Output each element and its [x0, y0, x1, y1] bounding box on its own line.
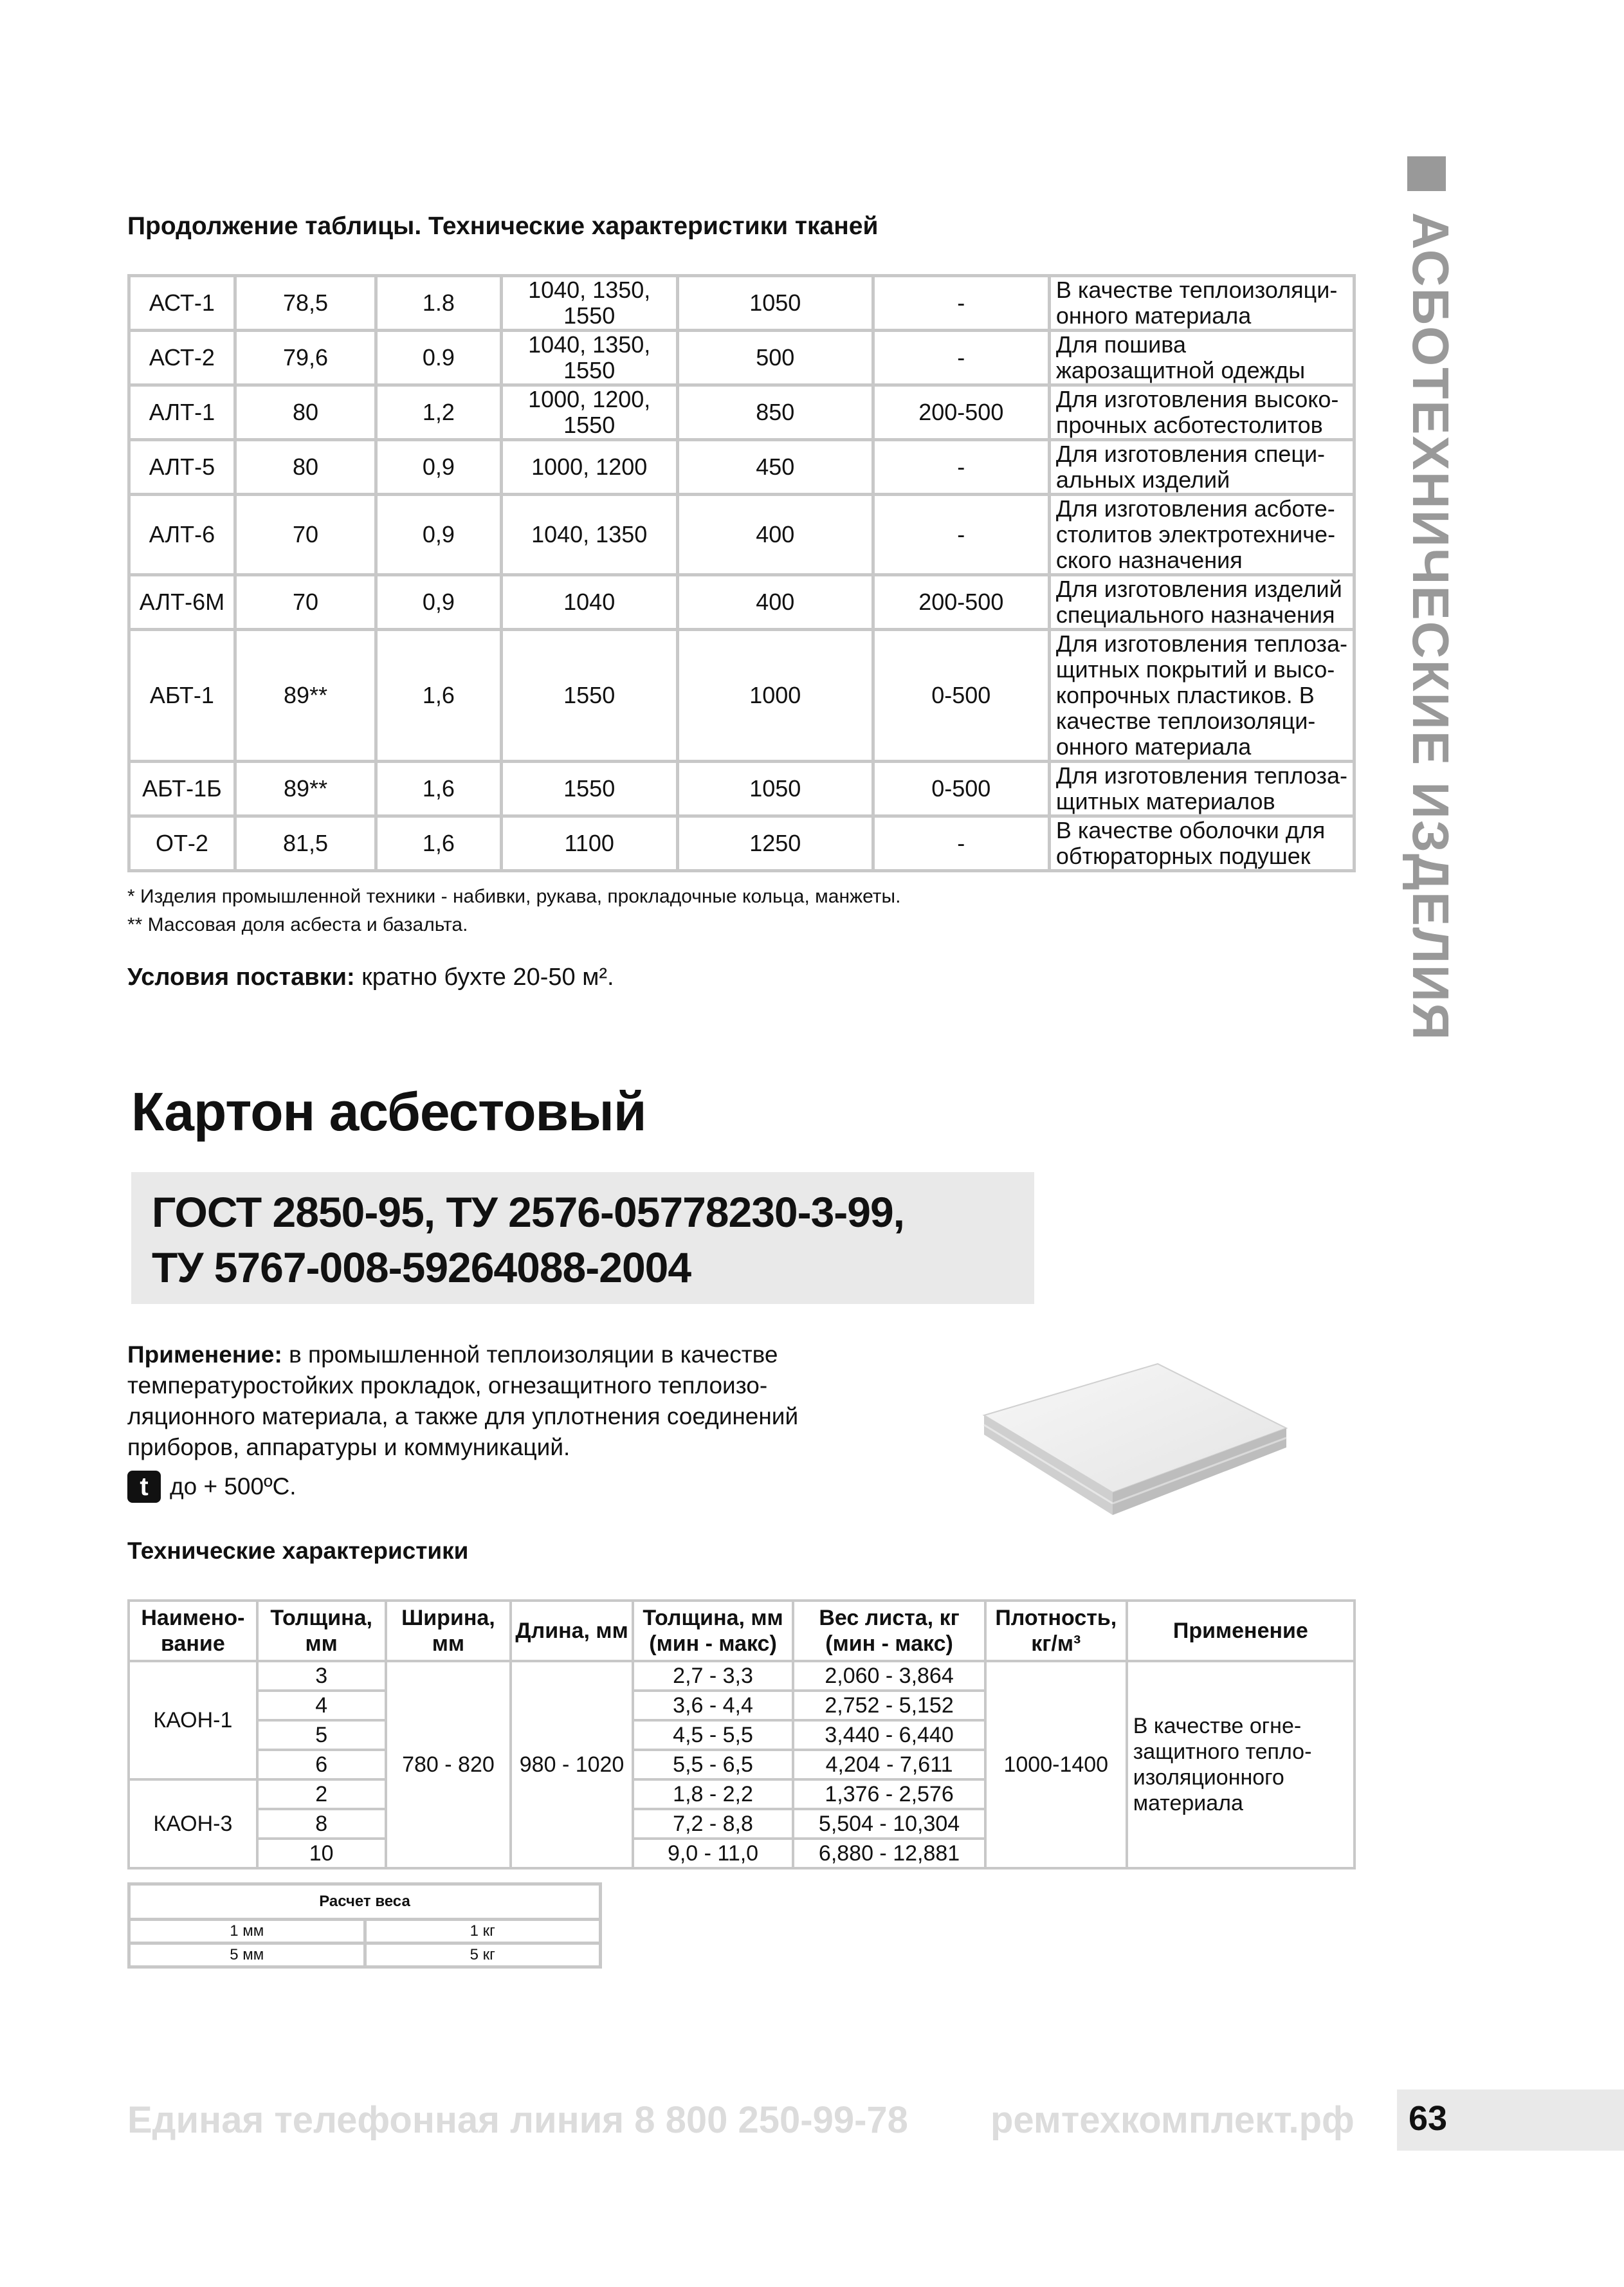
cell: 6: [257, 1750, 386, 1779]
cell: 89**: [235, 630, 376, 762]
table-row: [129, 1661, 1355, 1691]
header-cell: Плотность, кг/м³: [985, 1601, 1127, 1661]
table-row: [129, 495, 1355, 575]
cell: -: [873, 331, 1049, 385]
cell: 7,2 - 8,8: [633, 1809, 793, 1839]
cell: 1.8: [376, 276, 501, 331]
header-cell: Наимено-вание: [129, 1601, 257, 1661]
cell: 1,6: [376, 630, 501, 762]
table-row: [129, 630, 1355, 762]
table-row: [129, 385, 1355, 440]
cell: -: [873, 495, 1049, 575]
header-cell: Длина, мм: [511, 1601, 633, 1661]
cell: АБТ-1: [129, 630, 235, 762]
usage-paragraph: [127, 1339, 854, 1463]
footnote-2: ** Массовая доля асбеста и базальта.: [127, 914, 468, 935]
table-header-row: [129, 1601, 1355, 1661]
table-row: [129, 762, 1355, 816]
cell: АЛТ-5: [129, 440, 235, 495]
cell: 1100: [501, 816, 677, 871]
standards-line-1: ГОСТ 2850-95, ТУ 2576-05778230-3-99,: [152, 1188, 905, 1236]
temperature-icon: t: [127, 1471, 161, 1503]
cell: 2,752 - 5,152: [793, 1691, 985, 1720]
cell: 500: [677, 331, 873, 385]
cell: АЛТ-1: [129, 385, 235, 440]
cell: 1550: [501, 630, 677, 762]
header-cell: Толщина, мм (мин - макс): [633, 1601, 793, 1661]
product-title: Картон асбестовый: [131, 1081, 646, 1142]
cell: 3,6 - 4,4: [633, 1691, 793, 1720]
table-row: [129, 1920, 601, 1943]
cell: 1 мм: [129, 1920, 365, 1943]
section-marker: [1407, 156, 1446, 191]
page-number: 63: [1409, 2099, 1448, 2138]
cell: 0-500: [873, 630, 1049, 762]
cell: 3,440 - 6,440: [793, 1720, 985, 1750]
cell: 1040, 1350: [501, 495, 677, 575]
cell: 780 - 820: [386, 1661, 511, 1868]
cell: АЛТ-6: [129, 495, 235, 575]
standards-box: [131, 1172, 1034, 1304]
cell: 2: [257, 1779, 386, 1809]
cell: -: [873, 276, 1049, 331]
table-row: [129, 575, 1355, 630]
cell: 5,504 - 10,304: [793, 1809, 985, 1839]
cell: 89**: [235, 762, 376, 816]
cell: Для изготовления теплоза-щитных материалов: [1049, 762, 1354, 816]
table-row: [129, 440, 1355, 495]
cell: 70: [235, 495, 376, 575]
cell: -: [873, 816, 1049, 871]
tech-specs-caption: Технические характеристики: [127, 1538, 469, 1564]
cell: 4: [257, 1691, 386, 1720]
cell: 1,6: [376, 816, 501, 871]
header-cell: Толщина, мм: [257, 1601, 386, 1661]
footer-phone: Единая телефонная линия 8 800 250-99-78: [127, 2099, 908, 2141]
cell: 1000, 1200, 1550: [501, 385, 677, 440]
cell: 5 мм: [129, 1943, 365, 1967]
cell: 2,7 - 3,3: [633, 1661, 793, 1691]
cell: 1000-1400: [985, 1661, 1127, 1868]
cell: 400: [677, 575, 873, 630]
cell: 5 кг: [365, 1943, 600, 1967]
cell: 1250: [677, 816, 873, 871]
cell: 9,0 - 11,0: [633, 1839, 793, 1868]
cell: 400: [677, 495, 873, 575]
temperature-line: [127, 1471, 297, 1503]
cell: ОТ-2: [129, 816, 235, 871]
cell: АСТ-2: [129, 331, 235, 385]
cardboard-sheet-photo: [965, 1338, 1299, 1531]
fabric-specs-table: [127, 274, 1356, 872]
cell: КАОН-1: [129, 1661, 257, 1779]
cell: -: [873, 440, 1049, 495]
cell: 78,5: [235, 276, 376, 331]
cell: 980 - 1020: [511, 1661, 633, 1868]
delivery-text: кратно бухте 20-50 м².: [354, 964, 614, 991]
cell: АСТ-1: [129, 276, 235, 331]
cell: 70: [235, 575, 376, 630]
cell: В качестве теплоизоляци-онного материала: [1049, 276, 1354, 331]
cell: 8: [257, 1809, 386, 1839]
cell: 2,060 - 3,864: [793, 1661, 985, 1691]
cell: 80: [235, 440, 376, 495]
cell: 0.9: [376, 331, 501, 385]
cell: 0-500: [873, 762, 1049, 816]
cell: КАОН-3: [129, 1779, 257, 1868]
cell: 850: [677, 385, 873, 440]
cell: АЛТ-6М: [129, 575, 235, 630]
cell: 0,9: [376, 495, 501, 575]
cell: 0,9: [376, 440, 501, 495]
cell: 1000, 1200: [501, 440, 677, 495]
cell: 4,5 - 5,5: [633, 1720, 793, 1750]
cell: 5,5 - 6,5: [633, 1750, 793, 1779]
delivery-terms: [127, 964, 614, 991]
cell: 0,9: [376, 575, 501, 630]
cell: 5: [257, 1720, 386, 1750]
cell: 1550: [501, 762, 677, 816]
cell: Для изготовления асботе-столитов электротехниче-ского назначения: [1049, 495, 1354, 575]
cell: 1040, 1350, 1550: [501, 331, 677, 385]
cell: 1040: [501, 575, 677, 630]
section-side-title: АСБОТЕХНИЧЕСКИЕ ИЗДЕЛИЯ: [1402, 212, 1459, 1042]
table-caption: Продолжение таблицы. Технические характеристики тканей: [127, 212, 879, 240]
delivery-label: Условия поставки:: [127, 964, 355, 991]
footer-website: ремтехкомплект.рф: [990, 2099, 1355, 2141]
cell: 79,6: [235, 331, 376, 385]
table-header-row: [129, 1884, 601, 1920]
cell: 1000: [677, 630, 873, 762]
cell: Для изготовления высоко-прочных асботестолитов: [1049, 385, 1354, 440]
cell: Для изготовления изделий специального назначения: [1049, 575, 1354, 630]
table-row: [129, 331, 1355, 385]
cell: 450: [677, 440, 873, 495]
cell: 1040, 1350, 1550: [501, 276, 677, 331]
usage-label: Применение:: [127, 1341, 282, 1368]
standards-line-2: ТУ 5767-008-59264088-2004: [152, 1244, 691, 1291]
cell: 1050: [677, 762, 873, 816]
cell: В качестве оболочки для обтюраторных подушек: [1049, 816, 1354, 871]
usage-text: в промышленной теплоизоляции в качестве температуростойких прокладок, огнезащитного теплоизо-ляционного материала, а также для уплотнения соединений приборов, аппаратуры и коммуникаций.: [127, 1341, 799, 1460]
cell: 1,6: [376, 762, 501, 816]
table-row: [129, 816, 1355, 871]
temperature-text: до + 500ºС.: [170, 1473, 297, 1500]
tech-specs-table: [127, 1599, 1356, 1869]
header-cell: Применение: [1127, 1601, 1355, 1661]
cell: Для пошива жарозащитной одежды: [1049, 331, 1354, 385]
cell: 10: [257, 1839, 386, 1868]
table-row: [129, 1943, 601, 1967]
cell: 1,376 - 2,576: [793, 1779, 985, 1809]
cell: 200-500: [873, 385, 1049, 440]
cell: 4,204 - 7,611: [793, 1750, 985, 1779]
table-row: [129, 276, 1355, 331]
cell: 6,880 - 12,881: [793, 1839, 985, 1868]
cell: 81,5: [235, 816, 376, 871]
cell: 80: [235, 385, 376, 440]
cell: 1 кг: [365, 1920, 600, 1943]
cell: 1,8 - 2,2: [633, 1779, 793, 1809]
cell: 1050: [677, 276, 873, 331]
cell: АБТ-1Б: [129, 762, 235, 816]
footnote-1: * Изделия промышленной техники - набивки, рукава, прокладочные кольца, манжеты.: [127, 886, 901, 907]
weight-calc-table: [127, 1882, 602, 1969]
cell: Для изготовления специ-альных изделий: [1049, 440, 1354, 495]
cell: 200-500: [873, 575, 1049, 630]
header-cell: Вес листа, кг (мин - макс): [793, 1601, 985, 1661]
cell: 1,2: [376, 385, 501, 440]
header-cell: Расчет веса: [129, 1884, 601, 1920]
cell: 3: [257, 1661, 386, 1691]
header-cell: Ширина, мм: [386, 1601, 511, 1661]
footnotes: [127, 883, 900, 939]
cell: Для изготовления теплоза-щитных покрытий и высо-копрочных пластиков. В качестве теплоизоляци-онного материала: [1049, 630, 1354, 762]
cell: В качестве огне-защитного тепло-изоляционного материала: [1127, 1661, 1355, 1868]
